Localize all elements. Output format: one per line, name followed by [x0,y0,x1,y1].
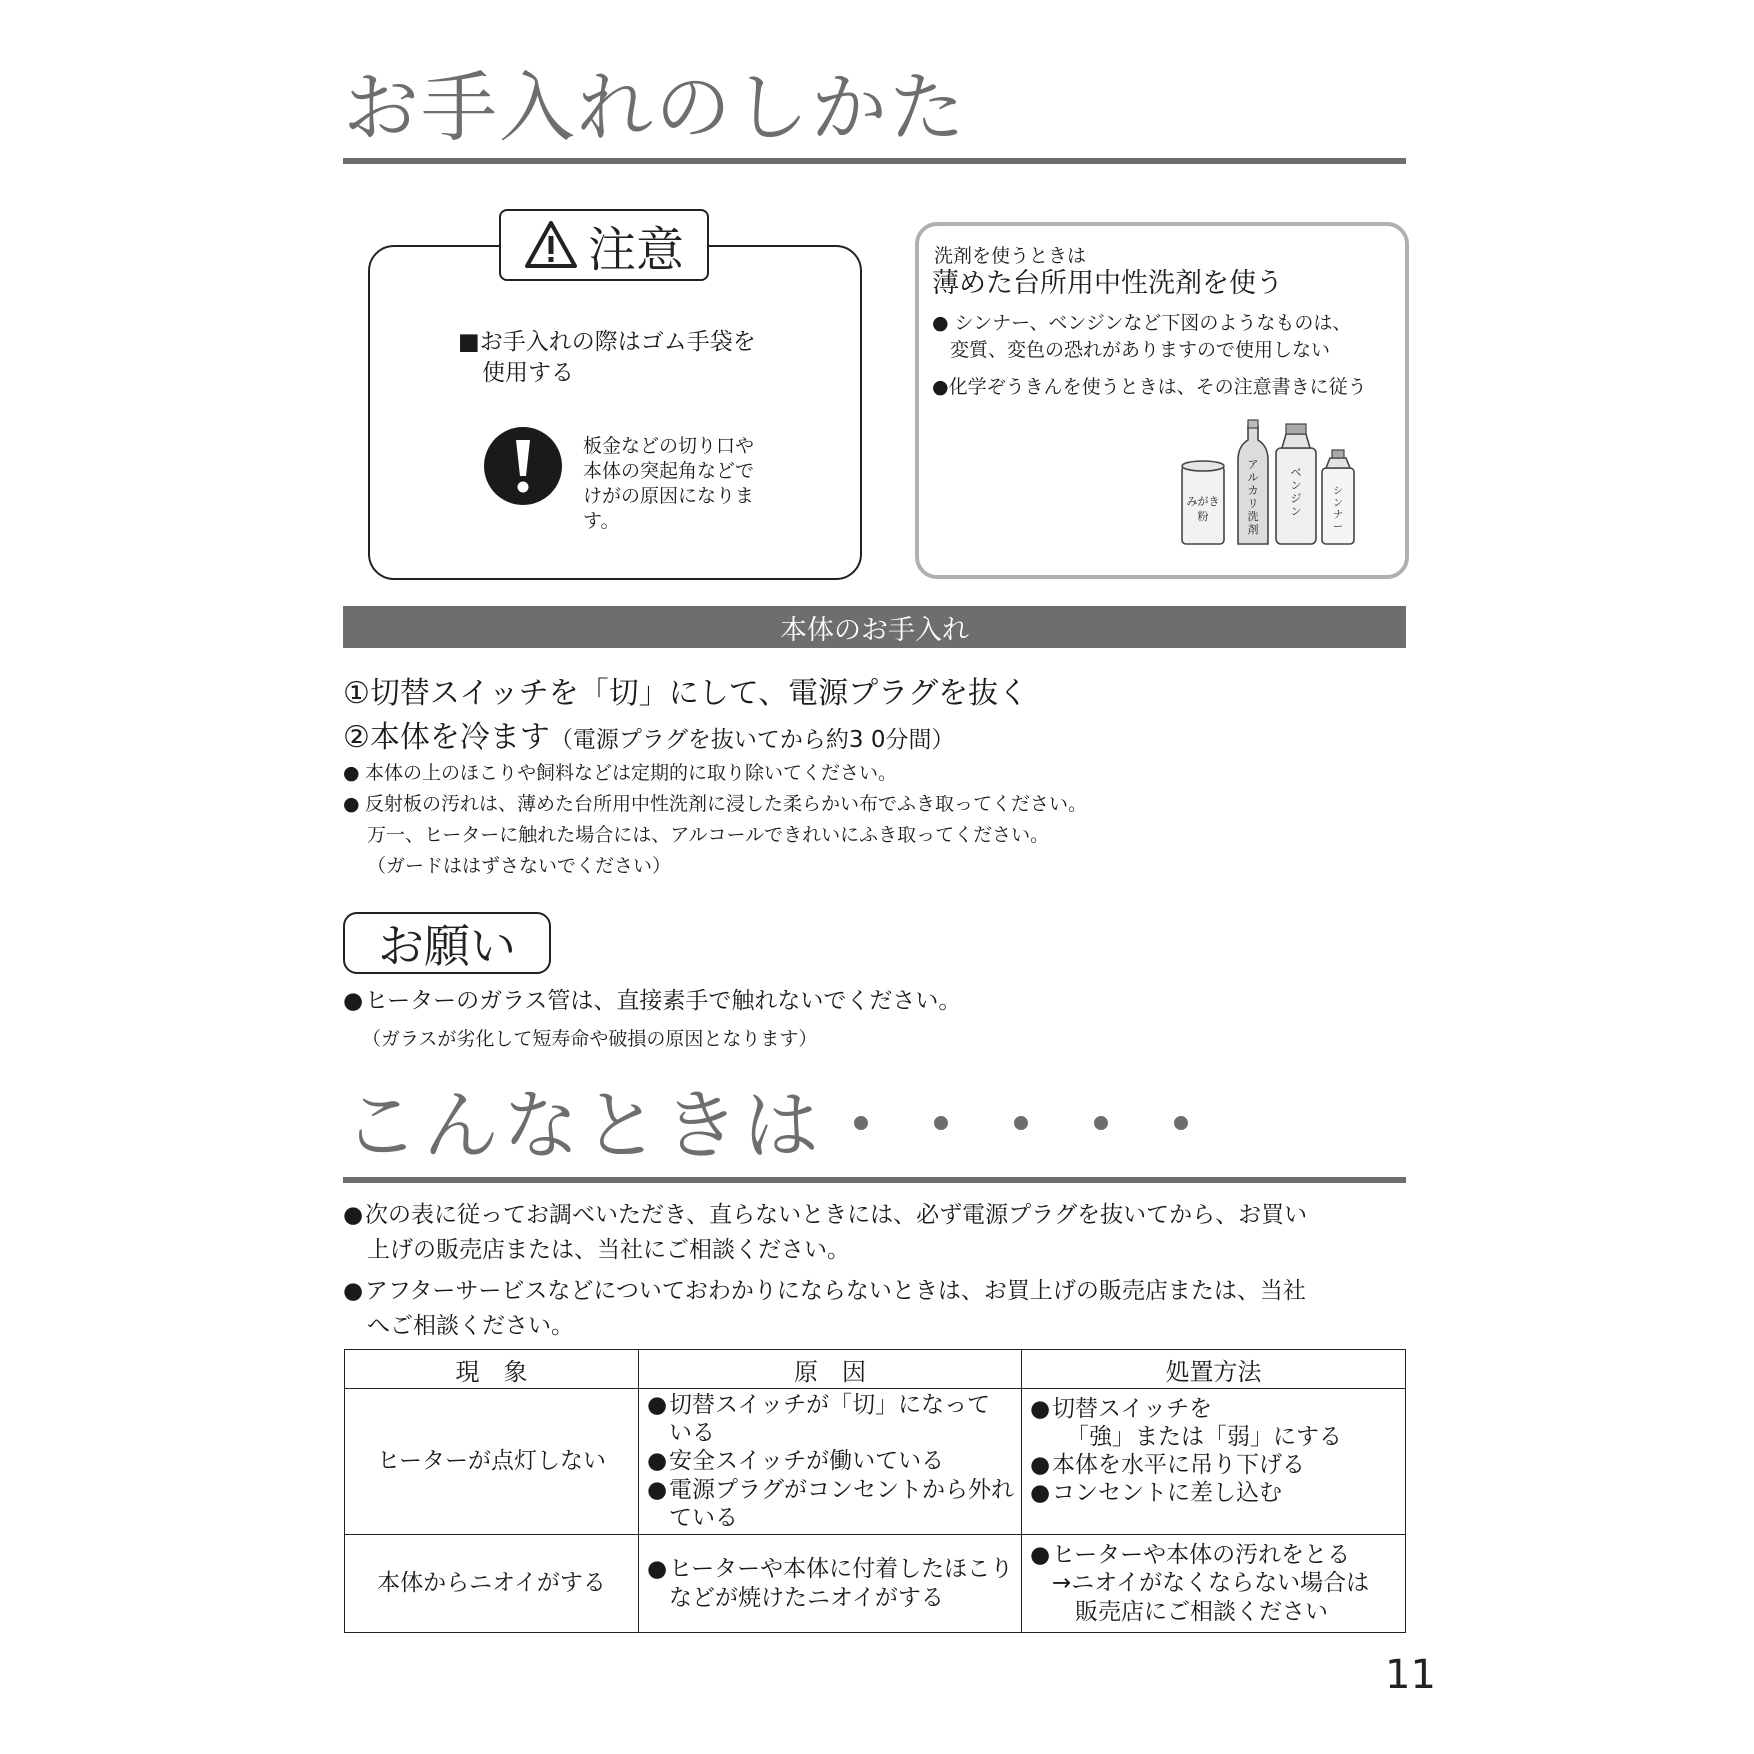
caution-item-line2: 使用する [482,360,574,386]
polishing-powder-can-icon [1182,461,1224,544]
table-row [345,1535,1406,1633]
caution-note-line: す。 [583,510,620,533]
care-title: お手入れのしかた [343,63,967,152]
care-bullet-1: ● 本体の上のほこりや飼料などは定期的に取り除いてください。 [343,760,897,787]
table-header-row [345,1350,1406,1389]
cause-line: ヒーターや本体に付着したほこり [669,1556,1014,1583]
caution-item-line1: ■お手入れの際はゴム手袋を [458,329,756,355]
trouble-intro-1: ● 次の表に従ってお調べいただき、直らないときには、必ず電源プラグを抜いてから、お買い 上げの販売店または、当社にご相談ください。 [343,1198,1307,1267]
cause-line: 安全スイッチが働いている [669,1448,945,1475]
svg-text:ー: ー [1333,522,1343,533]
cause-line: ている [669,1504,738,1531]
benzine-bottle-icon [1276,424,1316,544]
header-symptom: 現 象 [345,1350,639,1389]
care-bullet-1-text: 本体の上のほこりや飼料などは定期的に取り除いてください。 [365,762,898,784]
symptom-cell: 本体からニオイがする [345,1535,639,1633]
troubleshooting-table [344,1349,1406,1633]
header-cause: 原 因 [639,1350,1022,1389]
section-banner: 本体のお手入れ [343,606,1406,648]
header-remedy: 処置方法 [1022,1350,1406,1389]
svg-text:ジ: ジ [1290,492,1302,505]
remedy-line: コンセントに差し込む [1052,1480,1282,1507]
svg-text:ベ: ベ [1290,466,1302,479]
symptom-cell: ヒーターが点灯しない [345,1389,639,1535]
remedy-line: 販売店にご相談ください [1052,1598,1328,1625]
cause-cell: ● 切替スイッチが「切」になって いる ● 安全スイッチが働いている ● 電源プラグがコンセントから外れ ている [639,1389,1022,1535]
remedy-line: 本体を水平に吊り下げる [1052,1452,1305,1479]
detergent-heading: 薄めた台所用中性洗剤を使う [932,268,1283,299]
caution-label-text: 注意 [587,221,684,278]
thinner-bottle-icon [1322,450,1354,544]
request-label: お願い [343,912,551,974]
detergent-lead: 洗剤を使うときは [934,245,1087,267]
trouble-intro-1-line1: 次の表に従ってお調べいただき、直らないときには、必ず電源プラグを抜いてから、お買い [365,1202,1308,1228]
trouble-intro-2-line2: へご相談ください。 [367,1312,574,1339]
svg-text:ン: ン [1290,479,1302,492]
cause-cell: ● ヒーターや本体に付着したほこり などが焼けたニオイがする [639,1535,1022,1633]
care-bullet-2-note: （ガードははずさないでください） [367,855,672,877]
step-2-note: （電源プラグを抜いてから約3 0分間） [549,727,955,753]
caution-note-line: 板金などの切り口や [583,435,755,457]
request-bullet: ● ヒーターのガラス管は、直接素手で触れないでください。 [343,985,961,1017]
cleaning-products-illustration [1180,418,1370,548]
svg-text:シ: シ [1333,486,1343,497]
svg-text:カ: カ [1247,484,1259,497]
care-bullet-2-continued: 万一、ヒーターに触れた場合には、アルコールできれいにふき取ってください。 [367,824,1050,846]
cause-line: 電源プラグがコンセントから外れ [669,1476,1014,1503]
care-bullet-2-text: 反射板の汚れは、薄めた台所用中性洗剤に浸した柔らかい布でふき取ってください。 [365,793,1088,815]
remedy-line: ヒーターや本体の汚れをとる [1052,1542,1351,1569]
cause-line: などが焼けたニオイがする [669,1584,944,1611]
step-2-main: ②本体を冷ます [343,720,550,755]
request-note: （ガラスが劣化して短寿命や破損の原因となります） [362,1028,818,1050]
step-2 [343,718,954,757]
svg-text:ン: ン [1333,498,1343,509]
cause-line: いる [669,1420,715,1447]
caution-note-line: 本体の突起角などで [583,460,755,483]
warning-triangle-icon [524,220,578,270]
svg-text:ル: ル [1247,471,1259,484]
exclamation-icon [483,426,563,506]
trouble-title-rule [343,1177,1406,1183]
caution-note [583,434,754,534]
trouble-intro-1-line2: 上げの販売店または、当社にご相談ください。 [367,1236,850,1263]
trouble-title: こんなときは・・・・・ [343,1081,1223,1170]
alkaline-detergent-bottle-icon [1238,420,1268,544]
caution-note-line: けがの原因になりま [583,485,755,508]
trouble-intro-2-line1: アフターサービスなどについておわかりにならないときは、お買上げの販売店または、当社 [365,1278,1306,1304]
care-title-rule [343,158,1406,164]
detergent-bullet1-line1: ● シンナー、ベンジンなど下図のようなものは、 [932,312,1352,334]
svg-text:ア: ア [1247,458,1259,471]
trouble-intro-2: ● アフターサービスなどについておわかりにならないときは、お買上げの販売店または、当社 へご相談ください。 [343,1274,1306,1343]
remedy-cell: ● ヒーターや本体の汚れをとる →ニオイがなくならない場合は 販売店にご相談ください [1022,1535,1406,1633]
detergent-bullet1-line2: 変質、変色の恐れがありますので使用しない [950,339,1331,361]
request-text: ヒーターのガラス管は、直接素手で触れないでください。 [365,988,962,1014]
svg-text:みがき: みがき [1186,495,1220,508]
cause-line: 切替スイッチが「切」になって [669,1392,991,1419]
svg-text:ン: ン [1290,505,1302,518]
remedy-line: 切替スイッチを [1052,1396,1213,1422]
remedy-line: 「強」または「弱」にする [1066,1424,1342,1451]
svg-text:剤: 剤 [1247,523,1259,536]
remedy-line: →ニオイがなくならない場合は [1052,1570,1370,1597]
svg-text:洗: 洗 [1247,510,1259,523]
detergent-bullet2: ●化学ぞうきんを使うときは、その注意書きに従う [932,376,1367,398]
care-bullet-2: ● 反射板の汚れは、薄めた台所用中性洗剤に浸した柔らかい布でふき取ってください。 [343,791,1087,818]
table-row [345,1389,1406,1535]
step-1: ①切替スイッチを「切」にして、電源プラグを抜く [343,676,1029,711]
svg-text:リ: リ [1247,497,1259,510]
page-number: 11 [1385,1652,1436,1698]
remedy-cell: ● 切替スイッチを 「強」または「弱」にする ● 本体を水平に吊り下げる ● コンセントに差し込む [1022,1389,1406,1535]
caution-label [499,209,709,281]
svg-text:ナ: ナ [1333,510,1343,521]
svg-text:粉: 粉 [1197,510,1209,523]
